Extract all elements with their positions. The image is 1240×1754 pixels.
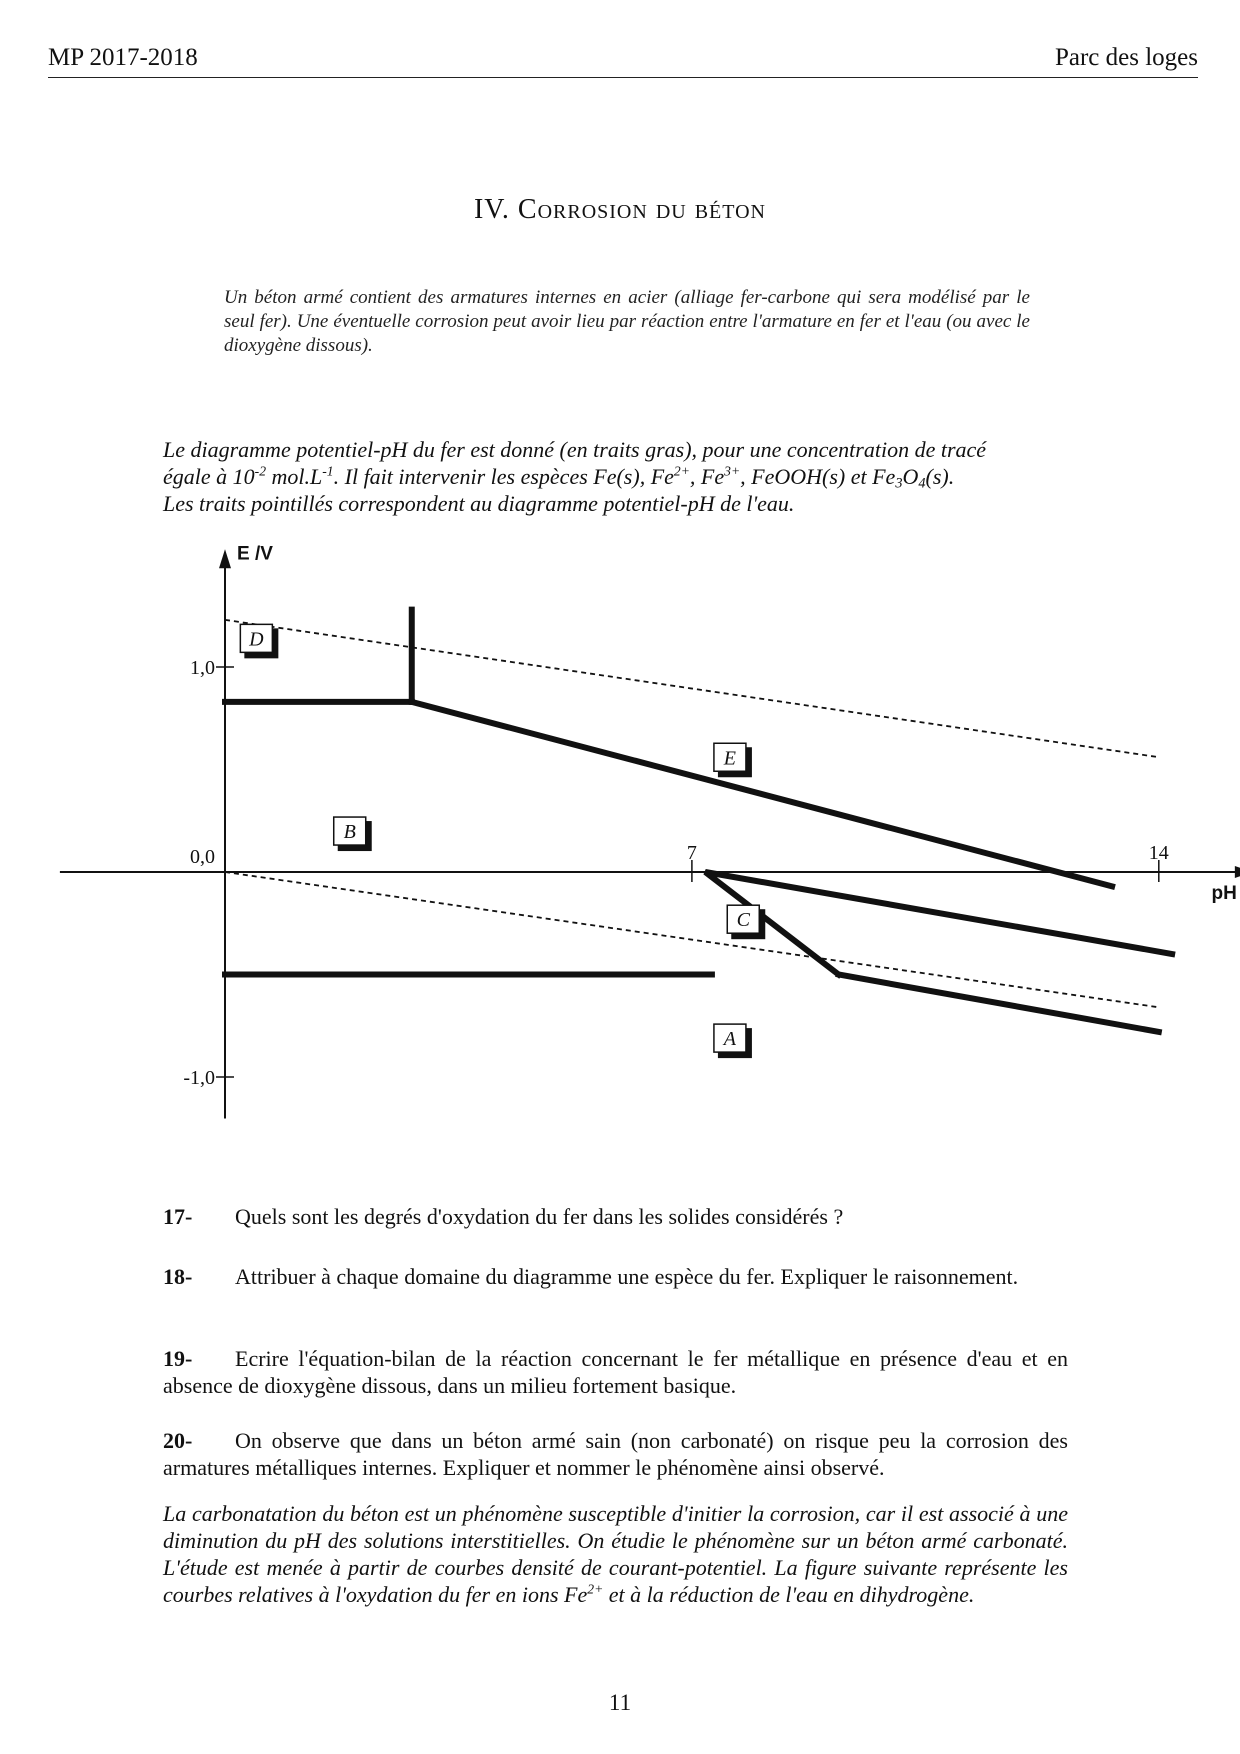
question-20 [163,1427,1068,1481]
domain-label: E [723,747,737,770]
desc-frag: , FeOOH(s) et Fe [740,464,896,489]
y-tick-label: 0,0 [190,846,215,868]
question-number: 17- [163,1204,193,1229]
question-text: On observe que dans un béton armé sain (non carbonaté) on risque peu la corrosion des armatures métalliques internes. Expliquer et nommer le phénomène ainsi observé. [163,1428,1068,1480]
header-course: MP 2017-2018 [48,44,198,71]
final-text-b: et à la réduction de l'eau en dihydrogène. [603,1582,975,1607]
question-number: 18- [163,1264,193,1289]
desc-exp: 3+ [724,463,741,479]
domain-label: B [343,821,356,844]
x-axis-label: pH [1211,883,1237,904]
question-text: Quels sont les degrés d'oxydation du fer dans les solides considérés ? [235,1204,844,1229]
section-numeral: IV. [473,194,510,225]
desc-frag: égale à 10 [163,464,255,489]
desc-exp: -2 [254,463,267,479]
y-axis-arrow [219,549,231,568]
y-tick-label: -1,0 [183,1067,215,1089]
question-text: Ecrire l'équation-bilan de la réaction concernant le fer métallique en présence d'eau et en absence de dioxygène dissous, dans un milieu fortement basique. [163,1346,1068,1398]
x-axis-arrow [1235,866,1240,878]
desc-frag: . Il fait intervenir les espèces Fe(s), Fe [333,464,674,489]
section-title-text: Corrosion du béton [517,194,767,225]
carbonation-paragraph [163,1500,1068,1608]
question-19 [163,1345,1068,1399]
iron-frontier-line [412,702,1112,887]
question-18 [163,1263,1068,1290]
intro-paragraph: Un béton armé contient des armatures internes en acier (alliage fer-carbone qui sera modélisé par le seul fer). Une éventuelle corrosion peut avoir lieu par réaction entre l'armature en fer et l'eau (ou avec le dioxygène dissous). [224,287,1030,356]
page-number: 11 [608,1690,632,1715]
final-text-a: La carbonatation du béton est un phénomène susceptible d'initier la corrosion, car il est associé à une diminution du pH des solutions interstitielles. On étudie le phénomène sur un béton armé carbonaté. L'étude est menée à partir de courbes densité de courant-potentiel. La figure suivante représente les courbes relatives à l'oxydation du fer en ions Fe [163,1501,1068,1607]
x-tick-label: 7 [686,842,697,864]
domain-label: D [249,628,264,651]
water-dotted-line [225,620,1159,757]
final-exp: 2+ [587,1581,604,1597]
y-tick-label: 1,0 [190,657,215,679]
desc-frag: , Fe [689,464,725,489]
x-tick-label: 14 [1148,842,1169,864]
desc-sub: 4 [918,475,926,492]
desc-sub: 3 [895,475,903,492]
desc-frag: (s). [925,464,955,489]
question-number: 19- [163,1346,193,1371]
desc-exp: 2+ [673,463,690,479]
question-text: Attribuer à chaque domaine du diagramme une espèce du fer. Expliquer le raisonnement. [235,1264,1019,1289]
desc-frag: mol.L [266,464,323,489]
header-school: Parc des loges [1054,44,1198,71]
y-axis-label: E /V [237,543,273,565]
desc-exp: -1 [322,463,334,479]
iron-frontier-line [705,872,1172,975]
iron-frontier-line [839,975,1159,1032]
domain-label: A [723,1028,737,1051]
water-dotted-line [225,872,1159,1007]
description-line-3: Les traits pointillés correspondent au diagramme potentiel-pH de l'eau. [163,491,795,516]
description-line-1: Le diagramme potentiel-pH du fer est donné (en traits gras), pour une concentration de tracé [163,437,987,462]
question-number: 20- [163,1428,193,1453]
domain-label: C [736,909,750,932]
desc-frag: O [902,464,919,489]
question-17 [163,1203,1068,1230]
